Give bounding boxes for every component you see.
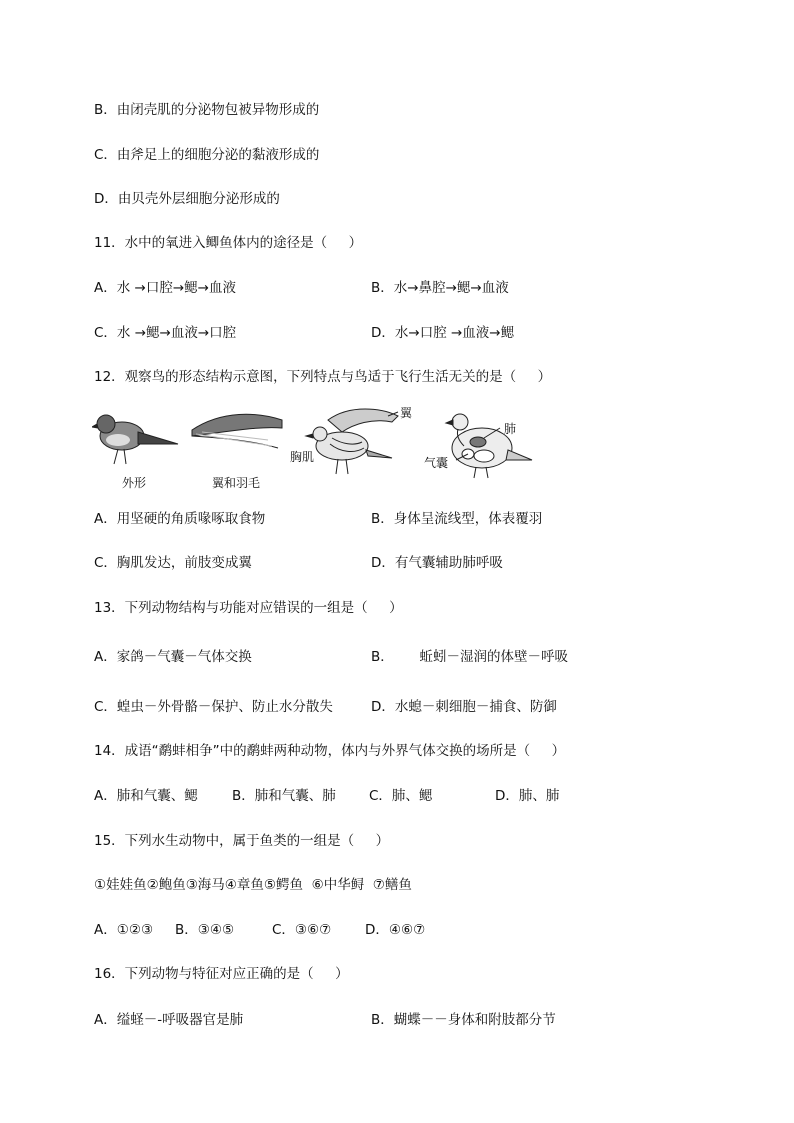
- q13-stem: 13．下列动物结构与功能对应错误的一组是（ ）: [94, 600, 403, 616]
- q15-option-c: C．③⑥⑦: [272, 922, 332, 938]
- q14-option-c: C．肺、鳃: [369, 788, 433, 804]
- q13-option-c: C．蝗虫－外骨骼－保护、防止水分散失: [94, 699, 333, 715]
- q13-option-a: A．家鸽－气囊－气体交换: [94, 649, 252, 665]
- sparrow-illustration: [92, 415, 178, 464]
- q10-option-b: B．由闭壳肌的分泌物包被异物形成的: [94, 102, 320, 118]
- pigeon-lung-illustration: [446, 414, 532, 478]
- q12-option-b: B．身体呈流线型，体表覆羽: [371, 511, 543, 527]
- caption-external-shape: 外形: [122, 476, 147, 490]
- q11-stem: 11．水中的氧进入鲫鱼体内的途径是（ ）: [94, 235, 363, 251]
- label-wing: 翼: [400, 406, 413, 420]
- q16-option-a: A．缢蛏－-呼吸器官是肺: [94, 1012, 244, 1028]
- q15-stem: 15．下列水生动物中，属于鱼类的一组是（ ）: [94, 833, 390, 849]
- q10-option-d: D．由贝壳外层细胞分泌形成的: [94, 191, 280, 207]
- q16-option-b: B．蝴蝶－－身体和附肢都分节: [371, 1012, 556, 1028]
- bird-figure-drawing: [92, 402, 562, 494]
- label-chest-muscle: 胸肌: [290, 450, 315, 464]
- label-air-sac: 气囊: [424, 456, 449, 470]
- label-lung: 肺: [504, 422, 517, 436]
- q15-option-a: A．①②③: [94, 922, 154, 938]
- q15-option-b: B．③④⑤: [175, 922, 235, 938]
- caption-wing-feathers: 翼和羽毛: [212, 476, 261, 490]
- q14-option-b: B．肺和气囊、肺: [232, 788, 336, 804]
- q12-option-d: D．有气囊辅助肺呼吸: [371, 555, 503, 571]
- q13-option-b: B． 蚯蚓－湿润的体壁－呼吸: [371, 649, 569, 665]
- q15-animal-list: ①娃娃鱼②鲍鱼③海马④章鱼⑤鳄鱼 ⑥中华鲟 ⑦鳝鱼: [94, 877, 412, 893]
- q11-option-c: C．水 →鳃→血液→口腔: [94, 325, 237, 341]
- q14-option-d: D．肺、肺: [495, 788, 560, 804]
- wing-illustration: [192, 414, 282, 448]
- q10-option-c: C．由斧足上的细胞分泌的黏液形成的: [94, 147, 320, 163]
- q14-stem: 14．成语“鹬蚌相争”中的鹬蚌两种动物，体内与外界气体交换的场所是（ ）: [94, 743, 566, 759]
- q11-option-d: D．水→口腔 →血液→鳃: [371, 325, 515, 341]
- bird-structure-figure: [92, 402, 562, 494]
- q12-option-c: C．胸肌发达，前肢变成翼: [94, 555, 252, 571]
- q16-stem: 16．下列动物与特征对应正确的是（ ）: [94, 966, 349, 982]
- q11-option-b: B．水→鼻腔→鳃→血液: [371, 280, 509, 296]
- q14-option-a: A．肺和气囊、鳃: [94, 788, 198, 804]
- dove-muscle-illustration: [306, 409, 398, 474]
- q13-option-d: D．水螅－刺细胞－捕食、防御: [371, 699, 557, 715]
- q11-option-a: A．水 →口腔→鳃→血液: [94, 280, 236, 296]
- q15-option-d: D．④⑥⑦: [365, 922, 426, 938]
- q12-stem: 12．观察鸟的形态结构示意图，下列特点与鸟适于飞行生活无关的是（ ）: [94, 369, 552, 385]
- q12-option-a: A．用坚硬的角质喙啄取食物: [94, 511, 266, 527]
